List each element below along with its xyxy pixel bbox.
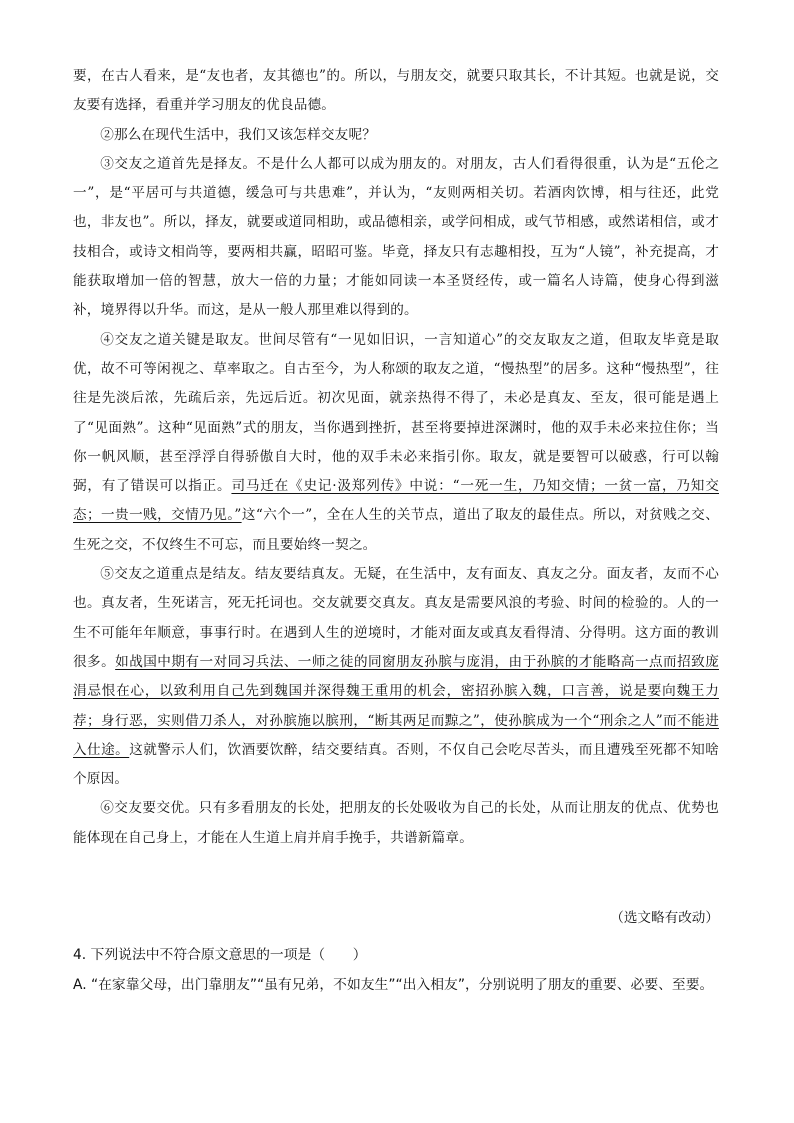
passage-paragraph-2: ②那么在现代生活中，我们又该怎样交友呢？	[100, 126, 377, 143]
paragraph-5-text-b: 这就警示人们，饮酒要饮醉，结交要结真。否则，不仅自己会吃尽苦头，而且遭残至死都不知啥个原因。	[73, 741, 719, 788]
paragraph-5-underlined-example: 如战国中期有一对同习兵法、一师之徒的同窗朋友孙膑与庞涓，由于孙膑的才能略高一点而招致庞涓忌恨在心，以致利用自己先到魏国并深得魏王重用的机会，密招孙膑入魏，口言善，说是要向魏王力荐；身行恶，实则借刀杀人，对孙膑施以膑刑，“断其两足而黥之”，使孙膑成为一个“刑余之人”而不能进入仕途。	[73, 653, 719, 758]
question-option-a: A. “在家靠父母，出门靠朋友”“虽有兄弟，不如友生”“出入相友”，分别说明了朋友的重要、必要、至要。	[73, 977, 714, 993]
paragraph-4-underlined-quote: 司马迁在《史记·汲郑列传》中说：“一死一生，乃知交情；一贫一富，乃知交态；一贵一贱，交情乃见。”	[73, 478, 719, 524]
paragraph-4-text-b: 这“六个一”，全在人生的关节点，道出了取友的最佳点。所以，对贫贱之交、生死之交，不仅终生不可忘，而且要始终一契之。	[73, 507, 719, 553]
passage-paragraph-3: ③交友之道首先是择友。不是什么人都可以成为朋友的。对朋友，古人们看得很重，认为是“五伦之一”，是“平居可与共道德，缓急可与共患难”，并认为，“友则两相关切。若酒肉饮博，相与往还，此党也，非友也”。所以，择友，就要或道同相助，或品德相亲，或学问相成，或气节相感，或然诺相信，或才技相合，或诗文相尚等，要两相共赢，昭昭可鉴。毕竟，择友只有志趣相投，互为“人镜”，补充提高，才能获取增加一倍的智慧，放大一倍的力量；才能如同读一本圣贤经传，或一篇名人诗篇，使身心得到滋补，境界得以升华。而这，是从一般人那里难以得到的。	[73, 155, 719, 319]
passage-paragraph-5	[73, 560, 719, 794]
passage-body	[73, 62, 719, 853]
paragraph-5-text-a: ⑤交友之道重点是结友。结友要结真友。无疑，在生活中，友有面友、真友之分。面友者，友而不心也。真友者，生死诺言，死无托词也。交友就要交真友。真友是需要风浪的考验、时间的检验的。人的一生不可能年年顺意，事事行时。在遇到人生的逆境时，才能对面友或真友看得清、分得明。这方面的教训很多。	[73, 566, 719, 670]
passage-paragraph-6: ⑥交友要交优。只有多看朋友的长处，把朋友的长处吸收为自己的长处，从而让朋友的优点、优势也能体现在自己身上，才能在人生道上肩并肩手挽手，共谱新篇章。	[73, 800, 719, 846]
source-note: （选文略有改动）	[610, 910, 719, 926]
question-stem: 4. 下列说法中不符合原文意思的一项是（ ）	[73, 947, 367, 963]
passage-paragraph-1: 要，在古人看来，是“友也者，友其德也”的。所以，与朋友交，就要只取其长，不计其短。也就是说，交友要有选择，看重并学习朋友的优良品德。	[73, 68, 719, 114]
passage-paragraph-4	[73, 326, 719, 560]
question-4	[73, 940, 719, 1000]
paragraph-4-text-a: ④交友之道关键是取友。世间尽管有“一见如旧识，一言知道心”的交友取友之道，但取友毕竟是取优，故不可等闲视之、草率取之。自古至今，为人称颂的取友之道，“慢热型”的居多。这种“慢热型”，往往是先淡后浓，先疏后亲，先远后近。初次见面，就亲热得不得了，未必是真友、至友，很可能是遇上了“见面熟”。这种“见面熟”式的朋友，当你遇到挫折，甚至将要掉进深渊时，他的双手未必来拉住你；当你一帆风顺，甚至浮浮自得骄傲自大时，他的双手未必来指引你。取友，就是要智可以破惑，行可以翰弼，有了错误可以指正。	[73, 331, 719, 495]
